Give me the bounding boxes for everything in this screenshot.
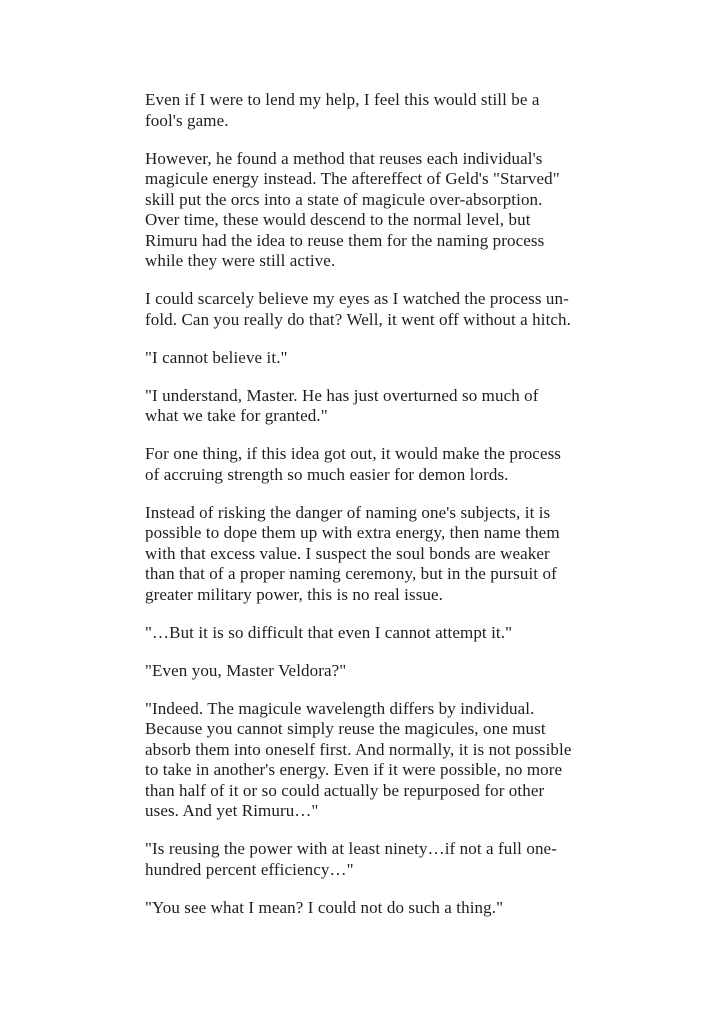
text-line: Because you cannot simply reuse the magicules, one must (145, 719, 546, 738)
text-line: than half of it or so could actually be repurposed for other (145, 780, 545, 800)
text-line: However, he found a method that reuses each individual's (145, 148, 543, 168)
paragraph (145, 149, 728, 272)
text-line: "I cannot believe it." (145, 347, 288, 367)
text-line: absorb them into oneself first. And normally, it is not possible (145, 739, 572, 759)
text-line: "Indeed. The magicule wavelength differs by individual. (145, 698, 535, 718)
text-line: I could scarcely believe my eyes as I watched the process un- (145, 289, 569, 308)
text-line: For one thing, if this idea got out, it would make the process (145, 444, 562, 463)
text-line: "Even you, Master Veldora?" (145, 660, 347, 680)
text-line: magicule energy instead. The aftereffect of Geld's "Starved" (145, 169, 560, 188)
text-line: Instead of risking the danger of naming one's subjects, it is (145, 502, 551, 522)
text-line: "…But it is so difficult that even I cannot attempt it." (145, 622, 513, 642)
paragraph (145, 444, 728, 485)
text-line: what we take for granted." (145, 406, 328, 425)
paragraph (145, 289, 728, 330)
text-line: of accruing strength so much easier for demon lords. (145, 464, 509, 484)
text-line: Over time, these would descend to the normal level, but (145, 210, 531, 229)
text-line: greater military power, this is no real issue. (145, 584, 444, 604)
paragraph (145, 90, 728, 131)
text-line: fool's game. (145, 110, 229, 130)
text-line: than that of a proper naming ceremony, but in the pursuit of (145, 564, 557, 583)
text-line: hundred percent efficiency…" (145, 859, 354, 879)
text-line: "I understand, Master. He has just overturned so much of (145, 385, 539, 405)
text-line: possible to dope them up with extra energy, then name them (145, 523, 560, 542)
text-line: uses. And yet Rimuru…" (145, 801, 319, 820)
paragraph (145, 699, 728, 822)
paragraph (145, 503, 728, 606)
text-line: "Is reusing the power with at least ninety…if not a full one- (145, 839, 557, 858)
paragraph (145, 348, 728, 369)
paragraph (145, 623, 728, 644)
paragraph (145, 898, 728, 919)
text-line: fold. Can you really do that? Well, it went off without a hitch. (145, 309, 572, 329)
text-line: with that excess value. I suspect the soul bonds are weaker (145, 543, 550, 563)
paragraph (145, 386, 728, 427)
paragraph (145, 839, 728, 880)
text-line: "You see what I mean? I could not do such a thing." (145, 897, 504, 917)
paragraph (145, 661, 728, 682)
text-line: while they were still active. (145, 251, 336, 270)
text-line: Even if I were to lend my help, I feel this would still be a (145, 90, 540, 109)
text-line: skill put the orcs into a state of magicule over-absorption. (145, 189, 543, 209)
text-line: Rimuru had the idea to reuse them for the naming process (145, 230, 545, 250)
text-line: to take in another's energy. Even if it were possible, no more (145, 760, 563, 779)
